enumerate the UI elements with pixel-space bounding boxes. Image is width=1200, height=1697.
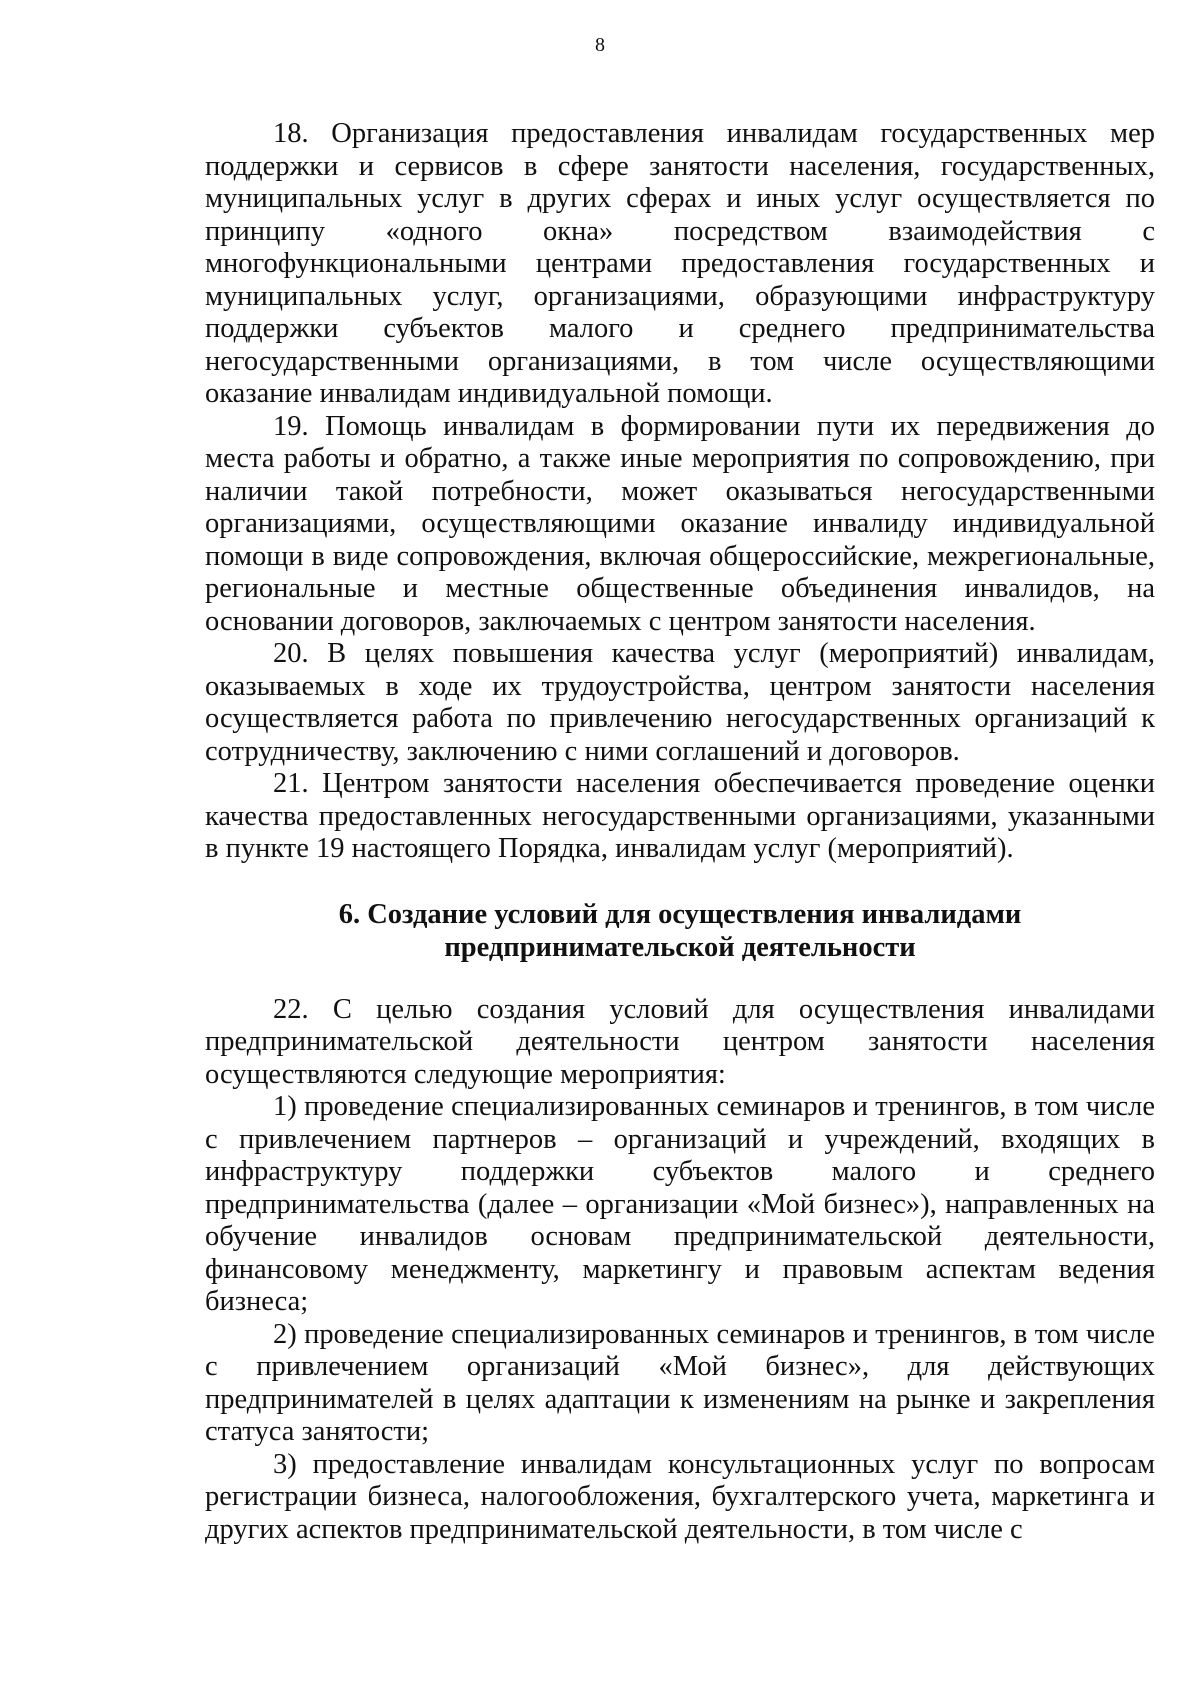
paragraph-21: 21. Центром занятости населения обеспечивается проведение оценки качества предоставленных негосударственными организациями, указанными в пункте 19 настоящего Порядка, инвалидам услуг (мероприятий). [205, 768, 1155, 864]
list-item-3: 3) предоставление инвалидам консультационных услуг по вопросам регистрации бизнеса, налогообложения, бухгалтерского учета, маркетинга и других аспектов предпринимательской деятельности, в том числе с [205, 1448, 1155, 1545]
paragraph-18: 18. Организация предоставления инвалидам государственных мер поддержки и сервисов в сфере занятости населения, государственных, муниципальных услуг в других сферах и иных услуг осуществляется по принципу «одного окна» посредством взаимодействия с многофункциональными центрами предоставления государственных и муниципальных услуг, организациями, образующими инфраструктуру поддержки субъектов малого и среднего предпринимательства негосударственными организациями, в том числе осуществляющими оказание инвалидам индивидуальной помощи. [205, 118, 1155, 409]
paragraph-19: 19. Помощь инвалидам в формировании пути их передвижения до места работы и обратно, а также иные мероприятия по сопровождению, при наличии такой потребности, может оказываться негосударственными организациями, осуществляющими оказание инвалиду индивидуальной помощи в виде сопровождения, включая общероссийские, межрегиональные, региональные и местные общественные объединения инвалидов, на основании договоров, заключаемых с центром занятости населения. [205, 410, 1155, 637]
document-body [205, 118, 1155, 1546]
paragraph-20: 20. В целях повышения качества услуг (мероприятий) инвалидам, оказываемых в ходе их трудоустройства, центром занятости населения осуществляется работа по привлечению негосударственных организаций к сотрудничеству, заключению с ними соглашений и договоров. [205, 638, 1155, 767]
page-number: 8 [595, 34, 605, 56]
section-heading-line-1: 6. Создание условий для осуществления инвалидами [338, 898, 1022, 930]
section-heading [205, 898, 1155, 964]
paragraph-22: 22. С целью создания условий для осуществления инвалидами предпринимательской деятельности центром занятости населения осуществляются следующие мероприятия: [205, 993, 1155, 1090]
list-item-2: 2) проведение специализированных семинаров и тренингов, в том числе с привлечением организаций «Мой бизнес», для действующих предпринимателей в целях адаптации к изменениям на рынке и закрепления статуса занятости; [205, 1318, 1155, 1447]
list-item-1: 1) проведение специализированных семинаров и тренингов, в том числе с привлечением партнеров – организаций и учреждений, входящих в инфраструктуру поддержки субъектов малого и среднего предпринимательства (далее – организации «Мой бизнес»), направленных на обучение инвалидов основам предпринимательской деятельности, финансовому менеджменту, маркетингу и правовым аспектам ведения бизнеса; [205, 1091, 1155, 1317]
section-heading-line-2: предпринимательской деятельности [444, 931, 916, 963]
